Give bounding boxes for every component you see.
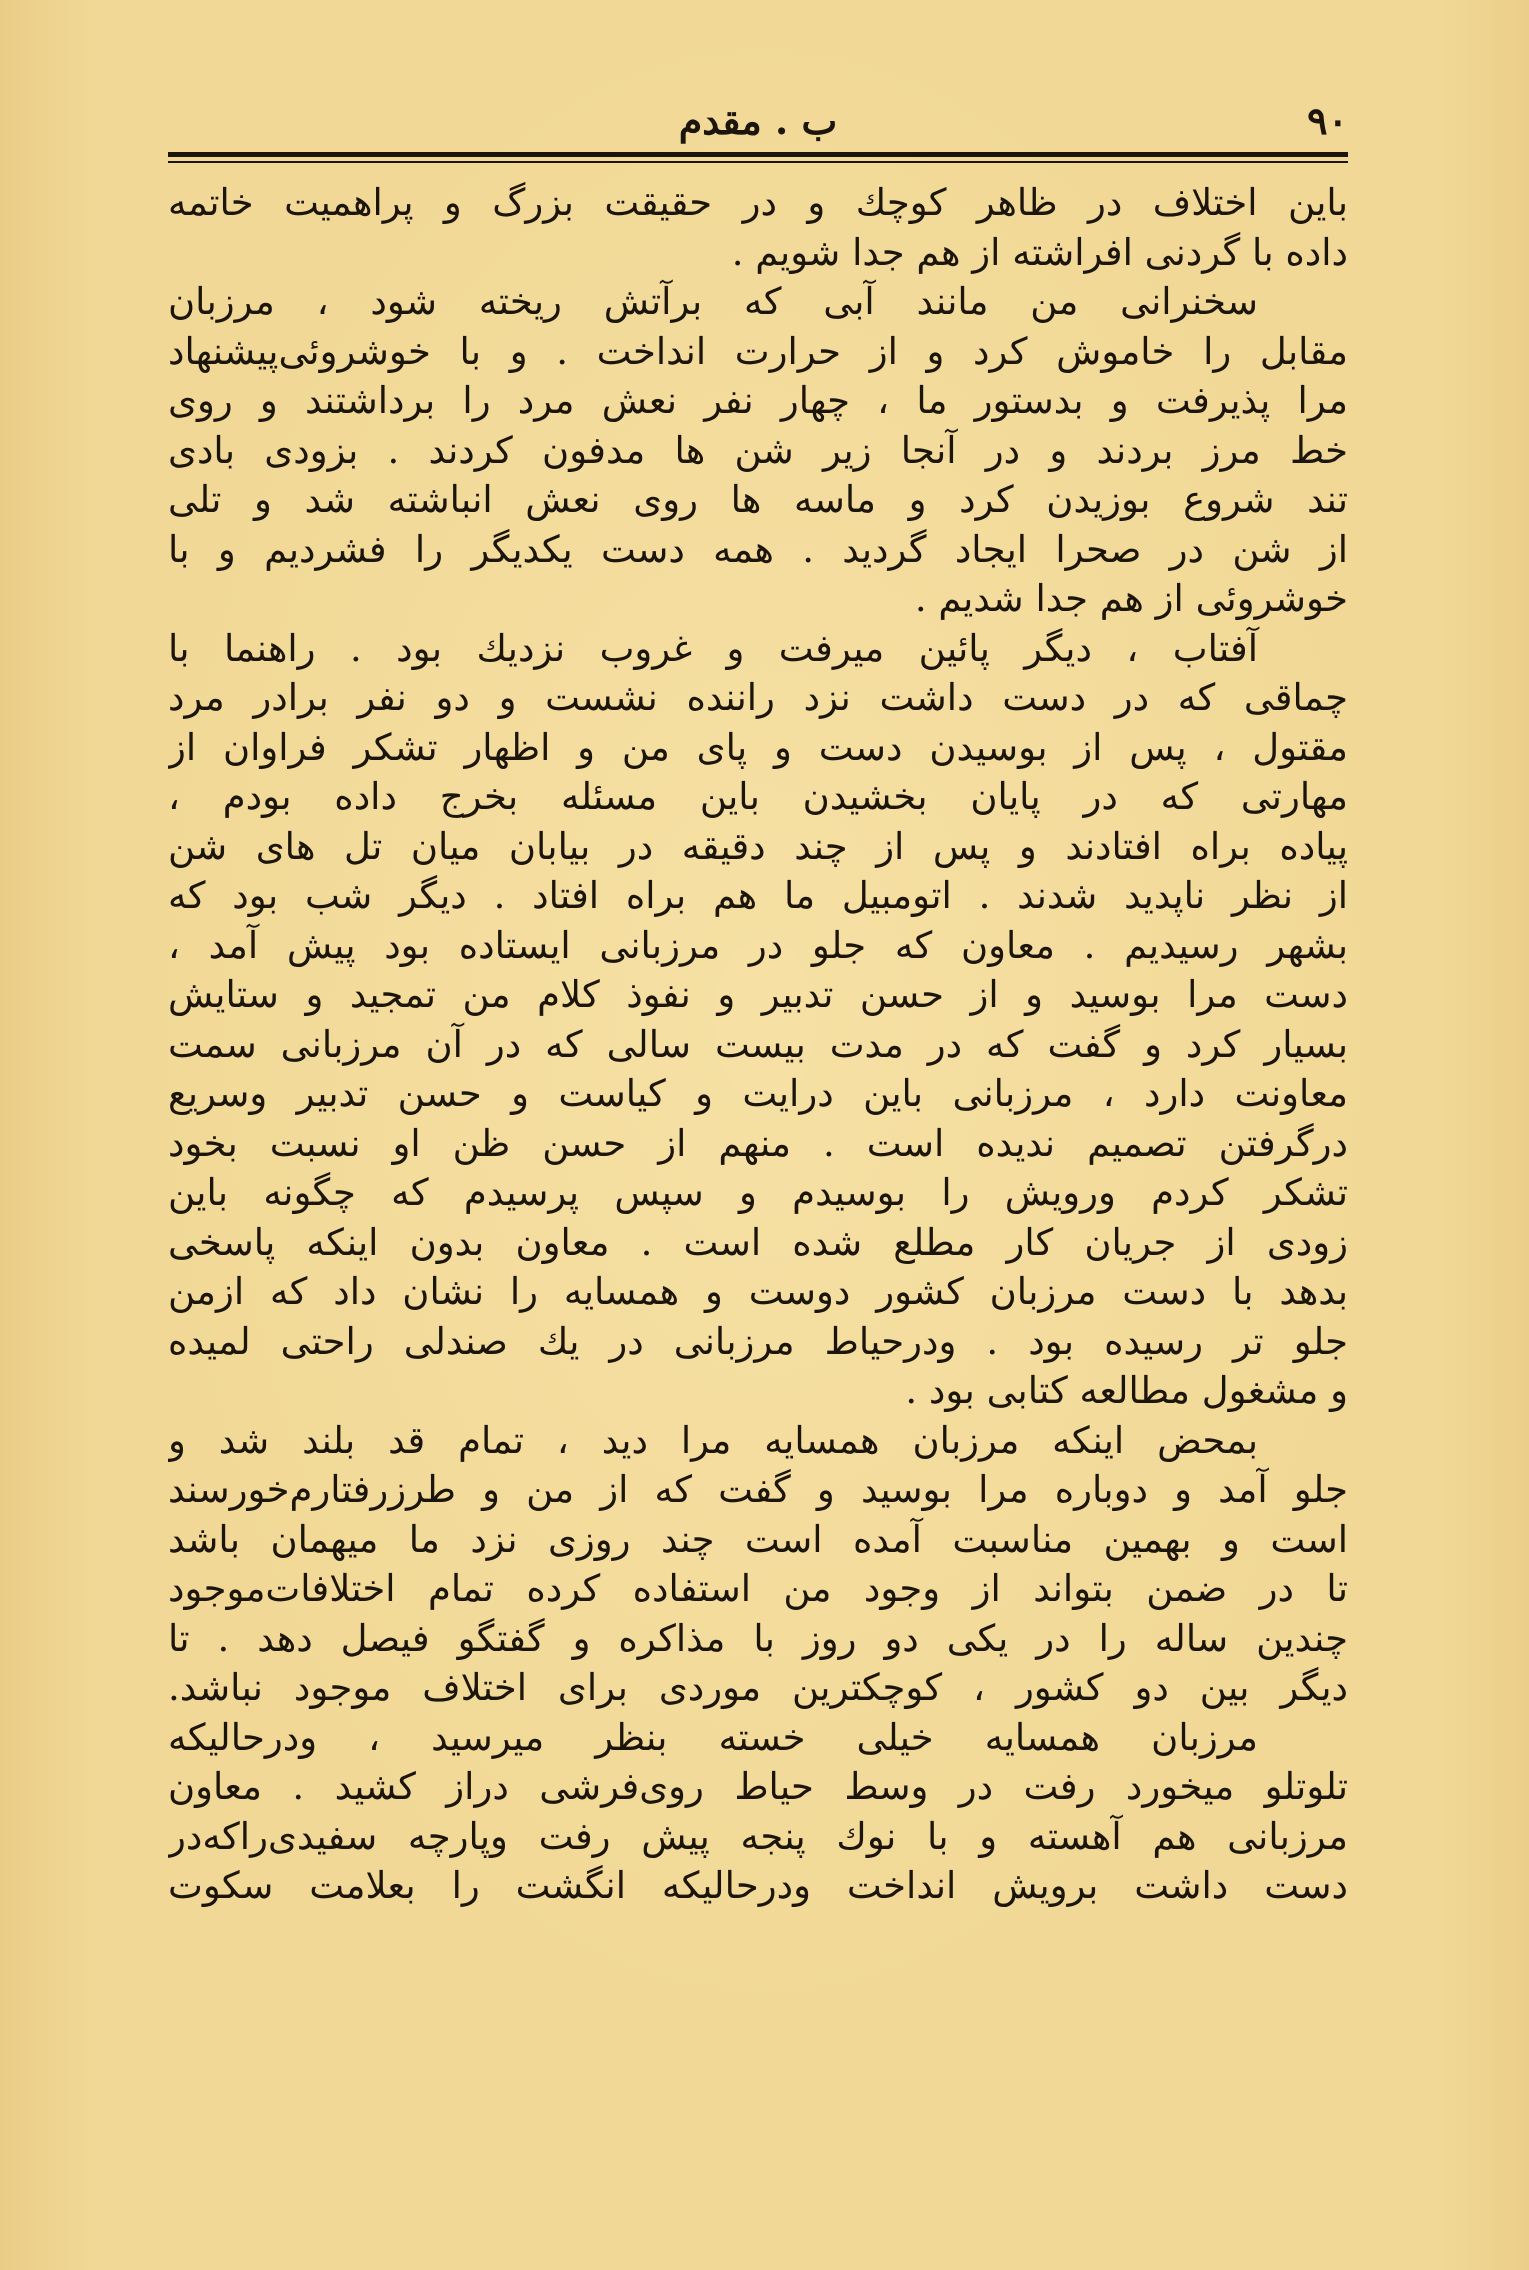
- text-line: از نظر ناپدید شدند . اتومبیل ما هم براه افتاد . دیگر شب بود که: [168, 874, 1348, 917]
- header-rule-thick: [168, 152, 1348, 157]
- page-number: ۹۰: [1307, 98, 1348, 143]
- text-line: دست مرا بوسید و از حسن تدبیر و نفوذ کلام من تمجید و ستایش: [168, 973, 1348, 1016]
- page-header: [168, 96, 1348, 146]
- text-line: تشکر کردم ورویش را بوسیدم و سپس پرسیدم که چگونه باین: [168, 1171, 1348, 1214]
- text-line: داده با گردنی افراشته از هم جدا شویم .: [731, 230, 1348, 274]
- text-line: آفتاب ، دیگر پائین میرفت و غروب نزدیك بود . راهنما با: [168, 626, 1258, 670]
- text-line: مقتول ، پس از بوسیدن دست و پای من و اظهار تشکر فراوان از: [168, 725, 1348, 769]
- text-line: بدهد با دست مرزبان کشور دوست و همسایه را نشان داد که ازمن: [168, 1270, 1348, 1313]
- text-line: مرزبان همسایه خیلی خسته بنظر میرسید ، ودرحالیکه: [168, 1715, 1258, 1759]
- text-line: مرزبانی هم آهسته و با نوك پنجه پیش رفت وپارچه سفیدی‌راکه‌در: [168, 1814, 1348, 1858]
- text-line: از شن در صحرا ایجاد گردید . همه دست یکدیگر را فشردیم و با: [168, 527, 1348, 571]
- text-line: است و بهمین مناسبت آمده است چند روزی نزد ما میهمان باشد: [168, 1517, 1348, 1561]
- text-line: تا در ضمن بتواند از وجود من استفاده کرده تمام اختلافات‌موجود: [168, 1567, 1348, 1610]
- text-line: باین اختلاف در ظاهر کوچك و در حقیقت بزرگ و پراهمیت خاتمه: [168, 181, 1348, 224]
- text-line: مقابل را خاموش کرد و از حرارت انداخت . و با خوشروئی‌پیشنهاد: [168, 329, 1348, 373]
- text-line: مهارتی که در پایان بخشیدن باین مسئله بخرج داده بودم ،: [168, 775, 1348, 818]
- text-line: معاونت دارد ، مرزبانی باین درایت و کیاست و حسن تدبیر وسریع: [168, 1072, 1348, 1115]
- text-line: زودی از جریان کار مطلع شده است . معاون بدون اینکه پاسخی: [168, 1220, 1348, 1264]
- text-line: تلوتلو میخورد رفت در وسط حیاط روی‌فرشی دراز کشید . معاون: [168, 1765, 1348, 1808]
- text-line: جلو تر رسیده بود . ودرحیاط مرزبانی در یك صندلی راحتی لمیده: [168, 1319, 1348, 1363]
- text-line: خط مرز بردند و در آنجا زیر شن ها مدفون کردند . بزودی بادی: [168, 428, 1348, 472]
- text-line: سخنرانی من مانند آبی که برآتش ریخته شود ، مرزبان: [168, 280, 1258, 323]
- text-line: بسیار کرد و گفت که در مدت بیست سالی که در آن مرزبانی سمت: [168, 1022, 1348, 1066]
- text-line: بشهر رسیدیم . معاون که جلو در مرزبانی ایستاده بود پیش آمد ،: [168, 923, 1348, 967]
- text-line: جلو آمد و دوباره مرا بوسید و گفت که از من و طرزرفتارم‌خورسند: [168, 1468, 1348, 1511]
- text-line: چماقی که در دست داشت نزد راننده نشست و دو نفر برادر مرد: [168, 676, 1348, 719]
- text-line: پیاده براه افتادند و پس از چند دقیقه در بیابان میان تل های شن: [168, 824, 1348, 868]
- text-line: دست داشت برویش انداخت ودرحالیکه انگشت را بعلامت سکوت: [168, 1864, 1348, 1907]
- text-line: چندین ساله را در یکی دو روز با مذاکره و گفتگو فیصل دهد . تا: [168, 1616, 1348, 1660]
- header-rule-thin: [168, 161, 1348, 163]
- text-line: خوشروئی از هم جدا شدیم .: [914, 577, 1348, 620]
- text-line: دیگر بین دو کشور ، کوچکترین موردی برای اختلاف موجود نباشد.: [168, 1666, 1348, 1709]
- text-line: بمحض اینکه مرزبان همسایه مرا دید ، تمام قد بلند شد و: [168, 1418, 1258, 1462]
- text-line: درگرفتن تصمیم ندیده است . منهم از حسن ظن او نسبت بخود: [168, 1121, 1348, 1165]
- text-line: تند شروع بوزیدن کرد و ماسه ها روی نعش انباشته شد و تلی: [168, 478, 1348, 521]
- body-text: [168, 178, 1348, 1911]
- text-line: و مشغول مطالعه کتابی بود .: [905, 1369, 1348, 1412]
- text-line: مرا پذیرفت و بدستور ما ، چهار نفر نعش مرد را برداشتند و روی: [168, 379, 1348, 422]
- running-title: ب . مقدم: [678, 98, 838, 143]
